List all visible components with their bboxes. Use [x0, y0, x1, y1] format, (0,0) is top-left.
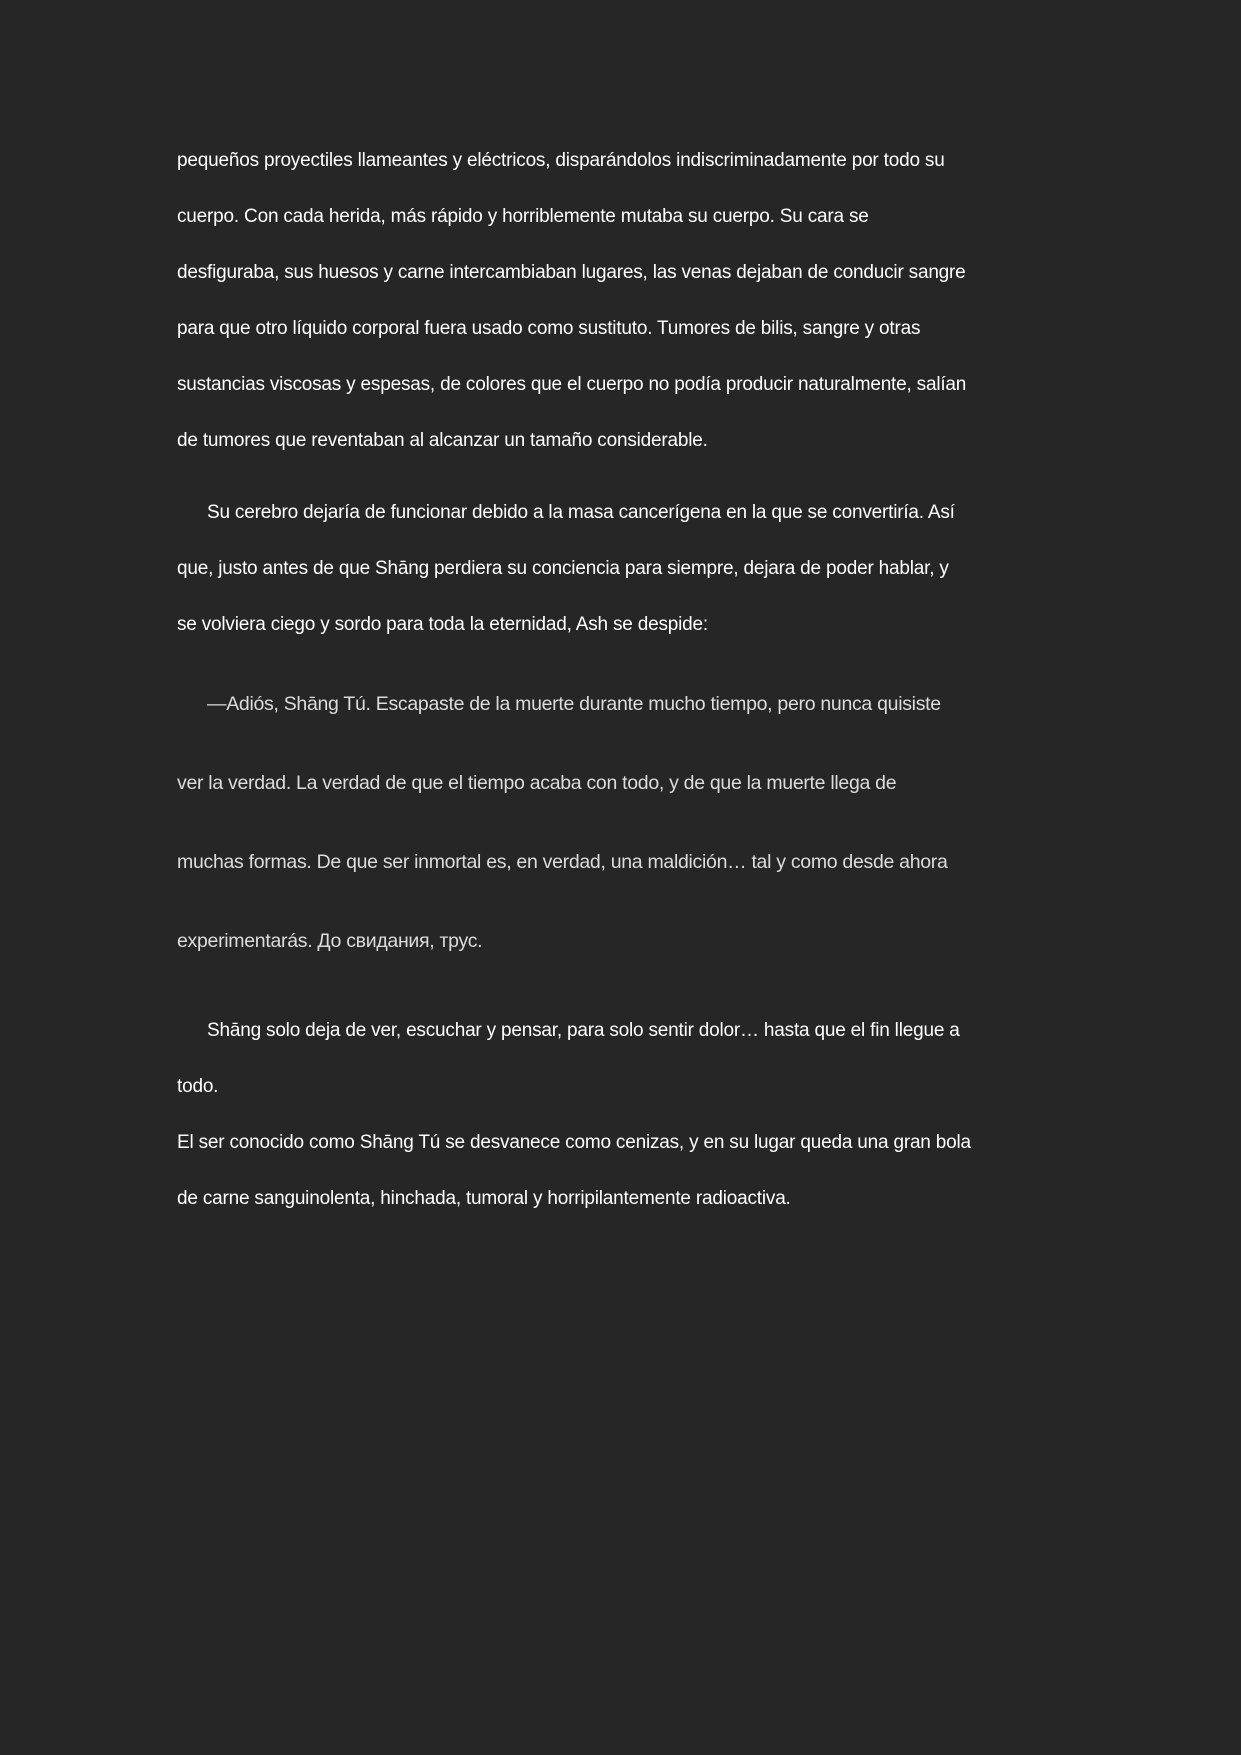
text-line: ver la verdad. La verdad de que el tiempo acaba con todo, y de que la muerte llega de	[177, 772, 897, 794]
paragraph-farewell-intro	[177, 485, 1057, 653]
text-line: Shāng solo deja de ver, escuchar y pensar, para solo sentir dolor… hasta que el fin llegue a	[207, 1020, 960, 1041]
paragraph-mutation	[177, 133, 1057, 469]
text-line: todo.	[177, 1076, 219, 1097]
text-line: para que otro líquido corporal fuera usado como sustituto. Tumores de bilis, sangre y otras	[177, 318, 921, 339]
text-line: sustancias viscosas y espesas, de colores que el cuerpo no podía producir naturalmente, salían	[177, 374, 967, 395]
text-line: se volviera ciego y sordo para toda la eternidad, Ash se despide:	[177, 614, 708, 635]
text-line: experimentarás. До свидания, трус.	[177, 930, 483, 952]
text-line: de tumores que reventaban al alcanzar un tamaño considerable.	[177, 430, 708, 451]
text-line: El ser conocido como Shāng Tú se desvanece como cenizas, y en su lugar queda una gran bola	[177, 1132, 971, 1153]
text-line: —Adiós, Shāng Tú. Escapaste de la muerte durante mucho tiempo, pero nunca quisiste	[207, 693, 941, 715]
paragraph-pain	[177, 1003, 1057, 1115]
document-page	[177, 133, 1057, 1227]
text-line: pequeños proyectiles llameantes y eléctricos, disparándolos indiscriminadamente por todo su	[177, 150, 945, 171]
text-line: de carne sanguinolenta, hinchada, tumoral y horripilantemente radioactiva.	[177, 1188, 791, 1209]
paragraph-dialogue	[177, 665, 1057, 981]
text-line: que, justo antes de que Shāng perdiera su conciencia para siempre, dejara de poder hablar, y	[177, 558, 949, 579]
text-line: Su cerebro dejaría de funcionar debido a la masa cancerígena en la que se convertiría. Así	[207, 502, 955, 523]
text-line: cuerpo. Con cada herida, más rápido y horriblemente mutaba su cuerpo. Su cara se	[177, 206, 869, 227]
paragraph-ending	[177, 1115, 1057, 1227]
text-line: desfiguraba, sus huesos y carne intercambiaban lugares, las venas dejaban de conducir sangre	[177, 262, 966, 283]
text-line: muchas formas. De que ser inmortal es, en verdad, una maldición… tal y como desde ahora	[177, 851, 948, 873]
